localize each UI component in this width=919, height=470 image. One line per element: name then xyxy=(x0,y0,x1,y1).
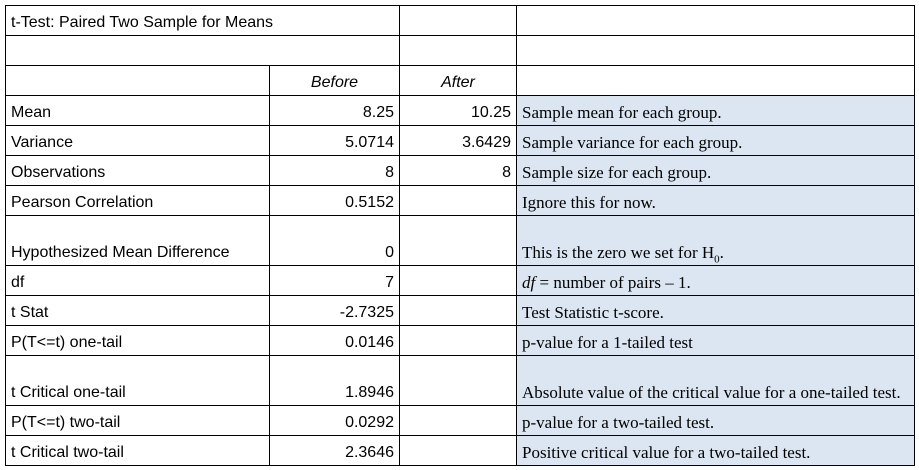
table-row xyxy=(6,296,915,326)
empty-cell xyxy=(400,6,517,36)
before-value: 0.0146 xyxy=(270,326,400,356)
after-value xyxy=(400,296,517,326)
table-title: t-Test: Paired Two Sample for Means xyxy=(6,6,400,36)
empty-cell xyxy=(517,36,915,66)
row-note-italic: df xyxy=(522,273,536,292)
row-label: Mean xyxy=(6,96,270,126)
table-row xyxy=(6,186,915,216)
row-label: Observations xyxy=(6,156,270,186)
after-value xyxy=(400,266,517,296)
empty-cell xyxy=(6,66,270,96)
row-note: Ignore this for now. xyxy=(517,186,915,216)
row-note: Sample mean for each group. xyxy=(517,96,915,126)
table-row xyxy=(6,436,915,466)
column-header-before: Before xyxy=(270,66,400,96)
ttest-table xyxy=(5,5,915,466)
after-value: 3.6429 xyxy=(400,126,517,156)
header-row xyxy=(6,66,915,96)
row-note: Absolute value of the critical value for a one-tailed test. xyxy=(517,356,915,406)
empty-cell xyxy=(517,66,915,96)
row-note-text: = number of pairs – 1. xyxy=(535,273,691,292)
row-note-tail: . xyxy=(719,243,724,262)
empty-cell xyxy=(6,36,400,66)
before-value: 8 xyxy=(270,156,400,186)
table-row xyxy=(6,406,915,436)
row-label: P(T<=t) one-tail xyxy=(6,326,270,356)
row-label: Hypothesized Mean Difference xyxy=(6,216,270,266)
after-value: 8 xyxy=(400,156,517,186)
title-row xyxy=(6,6,915,36)
blank-row xyxy=(6,36,915,66)
row-label: t Stat xyxy=(6,296,270,326)
row-label: P(T<=t) two-tail xyxy=(6,406,270,436)
row-note: Positive critical value for a two-tailed test. xyxy=(517,436,915,466)
row-note: p-value for a 1-tailed test xyxy=(517,326,915,356)
row-label: df xyxy=(6,266,270,296)
row-note: Sample variance for each group. xyxy=(517,126,915,156)
before-value: -2.7325 xyxy=(270,296,400,326)
row-label: Variance xyxy=(6,126,270,156)
after-value xyxy=(400,216,517,266)
row-note-text: This is the zero we set for H xyxy=(522,243,715,262)
after-value xyxy=(400,186,517,216)
before-value: 0.0292 xyxy=(270,406,400,436)
before-value: 5.0714 xyxy=(270,126,400,156)
row-label: t Critical two-tail xyxy=(6,436,270,466)
table-row xyxy=(6,156,915,186)
row-note: p-value for a two-tailed test. xyxy=(517,406,915,436)
row-note-subscript: 0 xyxy=(714,253,720,266)
after-value: 10.25 xyxy=(400,96,517,126)
table-row xyxy=(6,96,915,126)
after-value xyxy=(400,326,517,356)
column-header-after: After xyxy=(400,66,517,96)
before-value: 0.5152 xyxy=(270,186,400,216)
after-value xyxy=(400,436,517,466)
before-value: 7 xyxy=(270,266,400,296)
after-value xyxy=(400,356,517,406)
row-label: Pearson Correlation xyxy=(6,186,270,216)
before-value: 8.25 xyxy=(270,96,400,126)
empty-cell xyxy=(400,36,517,66)
table-row xyxy=(6,216,915,266)
before-value: 1.8946 xyxy=(270,356,400,406)
before-value: 0 xyxy=(270,216,400,266)
after-value xyxy=(400,406,517,436)
row-note: Test Statistic t-score. xyxy=(517,296,915,326)
row-note: Sample size for each group. xyxy=(517,156,915,186)
table-row xyxy=(6,126,915,156)
row-label: t Critical one-tail xyxy=(6,356,270,406)
table-row xyxy=(6,356,915,406)
table-row xyxy=(6,326,915,356)
row-note xyxy=(517,216,915,266)
before-value: 2.3646 xyxy=(270,436,400,466)
empty-cell xyxy=(517,6,915,36)
row-note xyxy=(517,266,915,296)
table-row xyxy=(6,266,915,296)
